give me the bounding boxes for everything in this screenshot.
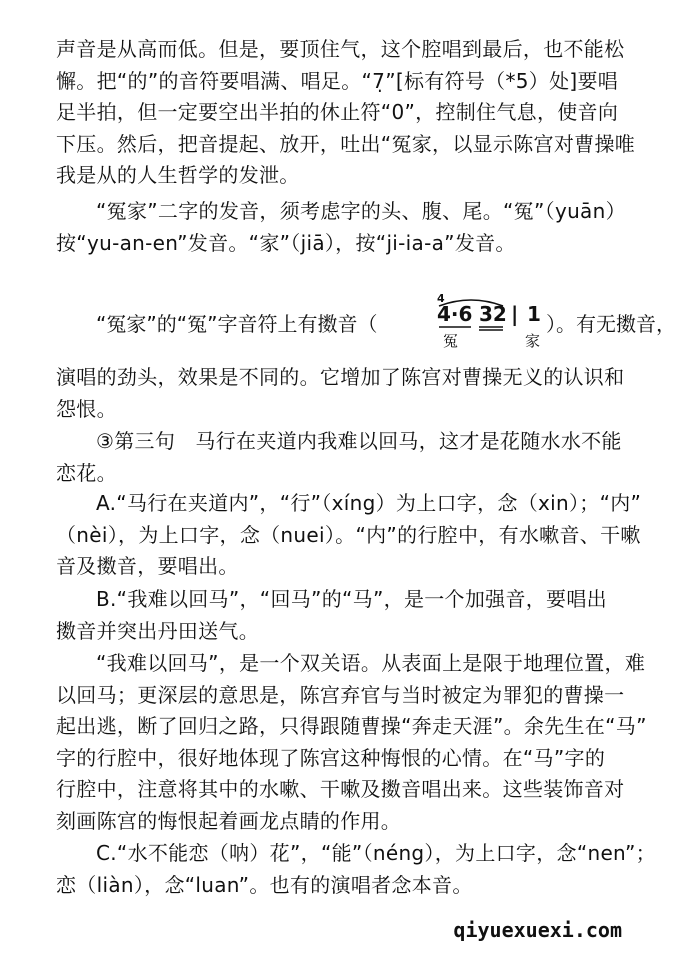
paragraph-1	[56, 34, 636, 192]
text-line: 演唱的劲头，效果是不同的。它增加了陈宫对曹操无义的认识和	[56, 365, 625, 389]
jianpu-score	[431, 292, 546, 354]
music-notation-line	[56, 292, 676, 356]
text-line: 怨恨。	[56, 396, 117, 421]
text-line: 足半拍，但一定要空出半拍的休止符“0”，控制住气息，使音向	[56, 100, 619, 124]
paragraph-4	[56, 426, 622, 489]
note-4-6: 4·6	[437, 302, 473, 326]
paragraph-7	[56, 648, 647, 837]
text-line: 音及擞音，要唱出。	[56, 554, 239, 578]
note-3-2: 32	[479, 302, 507, 326]
lyric-jia: 家	[525, 332, 541, 350]
text-line: 声音是从高而低。但是，要顶住气，这个腔唱到最后，也不能松	[56, 37, 625, 61]
notation-text-after: ）。有无擞音，	[546, 312, 676, 336]
paragraph-8	[56, 838, 656, 901]
text-line: 起出逃，断了回归之路，只得跟随曹操“奔走天涯”。余先生在“马”	[56, 714, 647, 738]
lyric-yuan: 冤	[443, 332, 459, 350]
text-line: 刻画陈宫的悔恨起着画龙点睛的作用。	[56, 808, 402, 833]
text-line: ③第三句 马行在夹道内我难以回马，这才是花随水水不能	[96, 429, 622, 453]
paragraph-5	[56, 488, 642, 583]
text-line: B.“我难以回马”，“回马”的“马”，是一个加强音，要唱出	[96, 587, 607, 611]
text-line: “我难以回马”，是一个双关语。从表面上是限于地理位置，难	[96, 651, 646, 675]
text-line: 懈。把“的”的音符要唱满、唱足。“7̣”[标有符号（*5）处]要唱	[56, 68, 619, 93]
text-line: C.“水不能恋（呐）花”，“能”（néng），为上口字，念“nen”；	[96, 841, 656, 865]
text-line: 以回马；更深层的意思是，陈宫弃官与当时被定为罪犯的曹操一	[56, 682, 625, 707]
text-line: 恋花。	[56, 460, 117, 485]
text-line: （nèi），为上口字，念（nuei）。“内”的行腔中，有水嗽音、干嗽	[56, 522, 641, 547]
notation-text-before: “冤家”的“冤”字音符上有擞音（	[96, 312, 378, 336]
paragraph-3	[56, 362, 625, 425]
text-line: 恋（liàn），念“luan”。也有的演唱者念本音。	[56, 872, 473, 897]
text-line: 行腔中，注意将其中的水嗽、干嗽及擞音唱出来。这些装饰音对	[56, 777, 625, 801]
text-line: 下压。然后，把音提起、放开，吐出“冤家，以显示陈宫对曹操唯	[56, 131, 636, 156]
paragraph-2	[56, 196, 626, 259]
bar-line: |	[511, 302, 519, 326]
site-watermark: qiyuexuexi.com	[453, 918, 622, 942]
text-line: 擞音并突出丹田送气。	[56, 618, 259, 643]
text-line: 字的行腔中，很好地体现了陈宫这种悔恨的心情。在“马”字的	[56, 745, 606, 770]
text-line: 按“yu-an-en”发音。“家”（jiā），按“ji-ia-a”发音。	[56, 230, 516, 255]
note-1: 1	[527, 302, 541, 326]
text-line: A.“马行在夹道内”，“行”（xíng）为上口字，念（xin）；“内”	[96, 491, 642, 515]
text-line: 我是从的人生哲学的发泄。	[56, 163, 300, 187]
text-line: “冤家”二字的发音，须考虑字的头、腹、尾。“冤”（yuān）	[96, 199, 626, 223]
paragraph-6	[56, 584, 612, 647]
grace-note: 4	[437, 292, 445, 305]
